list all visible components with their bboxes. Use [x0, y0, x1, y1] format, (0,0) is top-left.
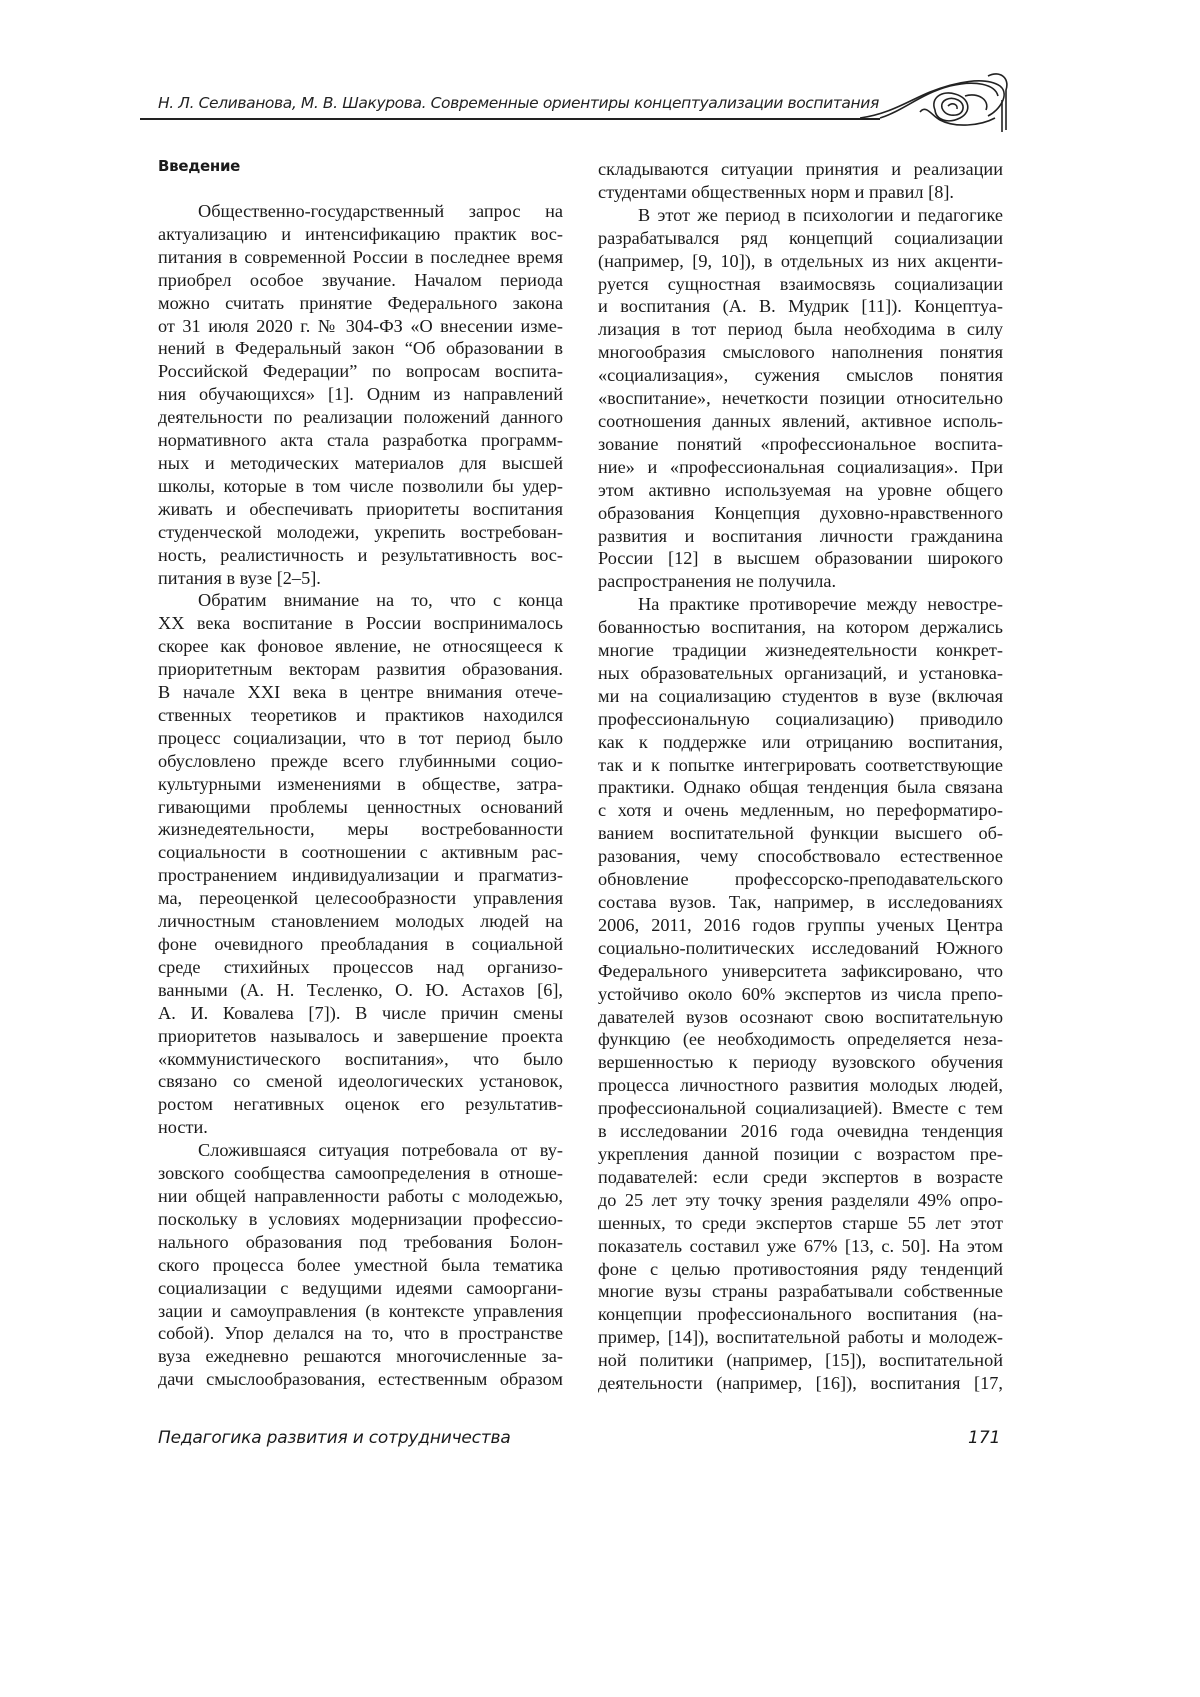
text-line: Российской Федерации” по вопросам воспита- [158, 360, 563, 383]
text-line: На практике противоречие между невостре- [598, 593, 1003, 616]
text-line: Обратим внимание на то, что с конца [158, 589, 563, 612]
text-line: зование понятий «профессиональное воспита- [598, 433, 1003, 456]
text-line: бованностью воспитания, на котором держались [598, 616, 1003, 639]
text-line: вершенностью к периоду вузовского обучения [598, 1051, 1003, 1074]
text-line: обусловлено прежде всего глубинными социо- [158, 750, 563, 773]
text-line: ных и методических материалов для высшей [158, 452, 563, 475]
text-line: среде стихийных процессов над организо- [158, 956, 563, 979]
text-line: функцию (ее необходимость определяется неза- [598, 1028, 1003, 1051]
text-line: многие вузы страны разрабатывали собственные [598, 1280, 1003, 1303]
text-line: зации и самоуправления (в контексте управления [158, 1300, 563, 1323]
text-line: культурными изменениями в обществе, затра- [158, 773, 563, 796]
paragraph [158, 200, 563, 589]
text-line: распространения не получила. [598, 570, 1003, 593]
text-line: нального образования под требования Болон- [158, 1231, 563, 1254]
text-line: ность, реалистичность и результативность вос- [158, 544, 563, 567]
text-line: В начале XXI века в центре внимания отече- [158, 681, 563, 704]
text-line: ванными (А. Н. Тесленко, О. Ю. Астахов [6], [158, 979, 563, 1002]
text-line: приобрел особое звучание. Началом периода [158, 269, 563, 292]
text-line: фоне очевидного преобладания в социальной [158, 933, 563, 956]
text-line: разования, чему способствовало естественное [598, 845, 1003, 868]
text-line: XX века воспитание в России воспринималось [158, 612, 563, 635]
paragraph [598, 158, 1003, 204]
text-line: ма, переоценкой целесообразности управления [158, 887, 563, 910]
text-line: руется сущностная взаимосвязь социализации [598, 273, 1003, 296]
footer-journal-title: Педагогика развития и сотрудничества [158, 1428, 511, 1448]
text-line: актуализацию и интенсификацию практик вос- [158, 223, 563, 246]
text-line: питания в вузе [2–5]. [158, 567, 563, 590]
text-line: питания в современной России в последнее время [158, 246, 563, 269]
header-rule [140, 118, 880, 120]
text-line: Сложившаяся ситуация потребовала от ву- [158, 1139, 563, 1162]
text-line: подавателей: если среди экспертов в возрасте [598, 1166, 1003, 1189]
section-title: Введение [158, 157, 240, 175]
text-line: разрабатывался ряд концепций социализации [598, 227, 1003, 250]
text-line: ние» и «профессиональная социализация». При [598, 456, 1003, 479]
text-line: как к поддержке или отрицанию воспитания, [598, 731, 1003, 754]
text-line: практики. Однако общая тенденция была связана [598, 776, 1003, 799]
text-line: поскольку в условиях модернизации профессио- [158, 1208, 563, 1231]
text-line: можно считать принятие Федерального закона [158, 292, 563, 315]
text-line: процесс социализации, что в тот период было [158, 727, 563, 750]
running-head: Н. Л. Селиванова, М. В. Шакурова. Современные ориентиры концептуализации воспитания [158, 94, 879, 112]
paragraph [598, 204, 1003, 593]
text-line: профессиональную социализацию) приводило [598, 708, 1003, 731]
text-line: многие традиции жизнедеятельности конкрет- [598, 639, 1003, 662]
text-line: социализации с ведущими идеями самооргани- [158, 1277, 563, 1300]
text-line: ния обучающихся» [1]. Одним из направлений [158, 383, 563, 406]
paragraph [158, 1139, 563, 1391]
text-line: связано со сменой идеологических установок, [158, 1070, 563, 1093]
text-line: социальности в соотношении с активным рас- [158, 841, 563, 864]
text-line: фоне с целью противостояния ряду тенденций [598, 1258, 1003, 1281]
text-line: от 31 июля 2020 г. № 304-ФЗ «О внесении изме- [158, 315, 563, 338]
text-line: до 25 лет эту точку зрения разделяли 49% опро- [598, 1189, 1003, 1212]
text-line: живать и обеспечивать приоритеты воспитания [158, 498, 563, 521]
text-line: нии общей направленности работы с молодежью, [158, 1185, 563, 1208]
text-line: в исследовании 2016 года очевидна тенденция [598, 1120, 1003, 1143]
text-line: ственных теоретиков и практиков находился [158, 704, 563, 727]
text-line: личностным становлением молодых людей на [158, 910, 563, 933]
text-line: ского процесса более уместной была тематика [158, 1254, 563, 1277]
text-line: А. И. Ковалева [7]). В числе причин смены [158, 1002, 563, 1025]
text-line: лизация в тот период была необходима в силу [598, 318, 1003, 341]
left-column [158, 200, 563, 1391]
text-line: укрепления данной позиции с возрастом пре- [598, 1143, 1003, 1166]
text-line: ных образовательных организаций, и установка- [598, 662, 1003, 685]
page-number: 171 [968, 1428, 1000, 1448]
paragraph [598, 593, 1003, 1395]
text-line: развития и воспитания личности гражданина [598, 525, 1003, 548]
text-line: «воспитание», нечеткости позиции относительно [598, 387, 1003, 410]
text-line: так и к попытке интегрировать соответствующие [598, 754, 1003, 777]
text-line: пространением индивидуализации и прагматиз- [158, 864, 563, 887]
text-line: зовского сообщества самоопределения в отноше- [158, 1162, 563, 1185]
text-line: «коммунистического воспитания», что было [158, 1048, 563, 1071]
text-line: показатель составил уже 67% [13, с. 50]. На этом [598, 1235, 1003, 1258]
text-line: деятельности по реализации положений данного [158, 406, 563, 429]
text-line: вуза ежедневно решаются многочисленные за- [158, 1345, 563, 1368]
text-line: деятельности (например, [16]), воспитания [17, [598, 1372, 1003, 1395]
text-line: студентами общественных норм и правил [8]. [598, 181, 1003, 204]
text-line: ности. [158, 1116, 563, 1139]
text-line: приоритетным векторам развития образования. [158, 658, 563, 681]
text-line: устойчиво около 60% экспертов из числа препо- [598, 983, 1003, 1006]
text-line: нений в Федеральный закон “Об образовании в [158, 337, 563, 360]
text-line: с хотя и очень медленным, но переформатиро- [598, 799, 1003, 822]
text-line: нормативного акта стала разработка программ- [158, 429, 563, 452]
text-line: профессиональной социализацией). Вместе с тем [598, 1097, 1003, 1120]
text-line: ванием воспитательной функции высшего об- [598, 822, 1003, 845]
text-line: собой). Упор делался на то, что в пространстве [158, 1322, 563, 1345]
text-line: студенческой молодежи, укрепить востребован- [158, 521, 563, 544]
text-line: (например, [9, 10]), в отдельных из них акценти- [598, 250, 1003, 273]
text-line: и воспитания (А. В. Мудрик [11]). Концептуа- [598, 295, 1003, 318]
text-line: «социализация», сужения смыслов понятия [598, 364, 1003, 387]
right-column [598, 158, 1003, 1395]
text-line: процесса личностного развития молодых людей, [598, 1074, 1003, 1097]
text-line: соотношения данных явлений, активное исполь- [598, 410, 1003, 433]
text-line: образования Концепция духовно-нравственного [598, 502, 1003, 525]
text-line: В этот же период в психологии и педагогике [598, 204, 1003, 227]
text-line: 2006, 2011, 2016 годов группы ученых Центра [598, 914, 1003, 937]
text-line: ростом негативных оценок его результатив- [158, 1093, 563, 1116]
text-line: пример, [14]), воспитательной работы и молодеж- [598, 1326, 1003, 1349]
paragraph [158, 589, 563, 1139]
text-line: давателей вузов осознают свою воспитательную [598, 1006, 1003, 1029]
text-line: складываются ситуации принятия и реализации [598, 158, 1003, 181]
text-line: дачи смыслообразования, естественным образом [158, 1368, 563, 1391]
text-line: концепции профессионального воспитания (на- [598, 1303, 1003, 1326]
text-line: приоритетов называлось и завершение проекта [158, 1025, 563, 1048]
text-line: многообразия смыслового наполнения понятия [598, 341, 1003, 364]
text-line: скорее как фоновое явление, не относящееся к [158, 635, 563, 658]
text-line: социально-политических исследований Южного [598, 937, 1003, 960]
text-line: школы, которые в том числе позволили бы удер- [158, 475, 563, 498]
ornament-icon [860, 70, 1010, 136]
text-line: ной политики (например, [15]), воспитательной [598, 1349, 1003, 1372]
text-line: жизнедеятельности, меры востребованности [158, 818, 563, 841]
text-line: состава вузов. Так, например, в исследованиях [598, 891, 1003, 914]
text-line: обновление профессорско-преподавательского [598, 868, 1003, 891]
text-line: России [12] в высшем образовании широкого [598, 547, 1003, 570]
text-line: Общественно-государственный запрос на [158, 200, 563, 223]
text-line: этом активно используемая на уровне общего [598, 479, 1003, 502]
text-line: Федерального университета зафиксировано, что [598, 960, 1003, 983]
text-line: ми на социализацию студентов в вузе (включая [598, 685, 1003, 708]
text-line: шенных, то среди экспертов старше 55 лет этот [598, 1212, 1003, 1235]
text-line: гивающими проблемы ценностных оснований [158, 796, 563, 819]
